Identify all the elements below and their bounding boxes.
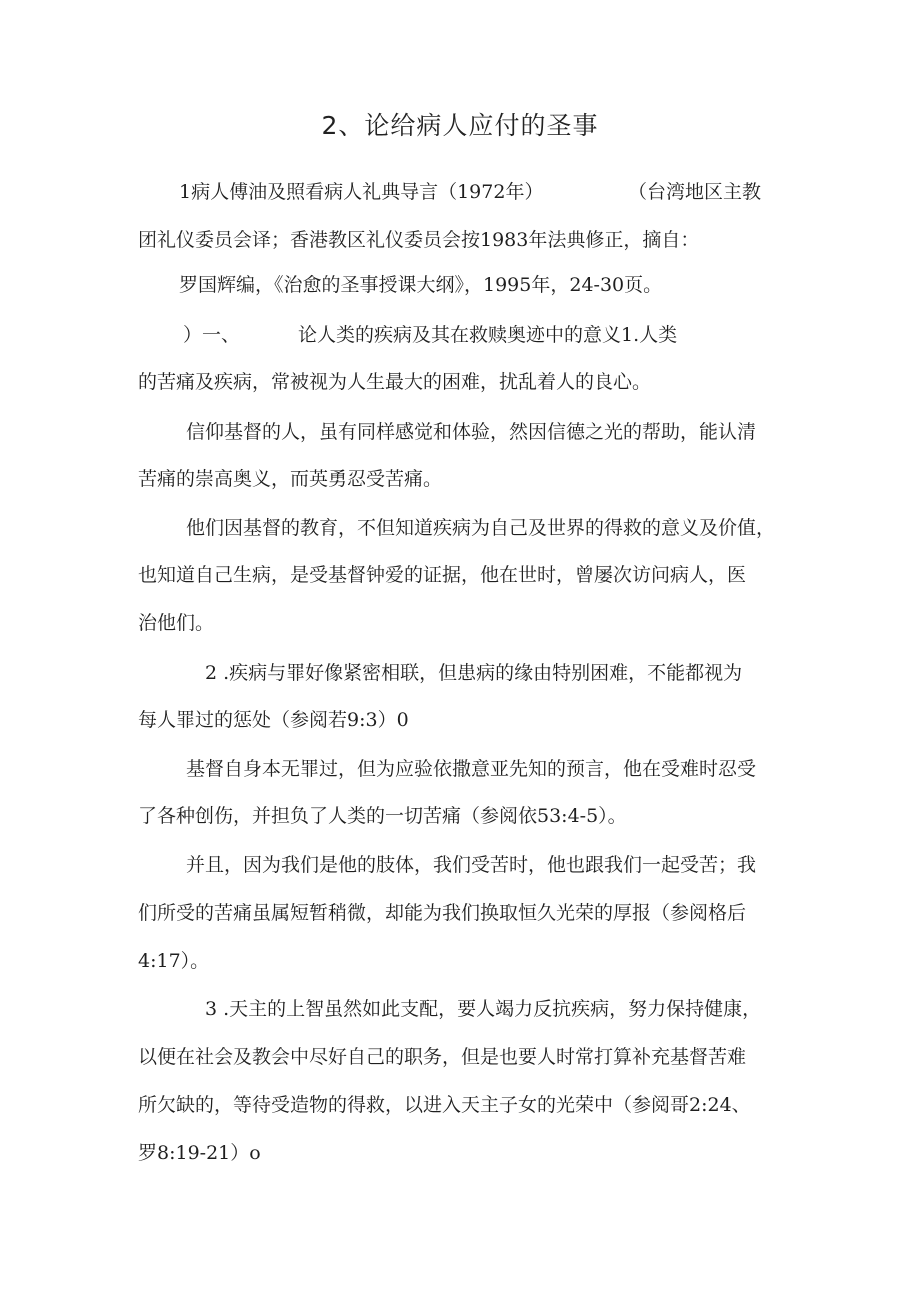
- paragraph-line: 每人罪过的惩处（参阅若9:3）0: [138, 709, 409, 731]
- paragraph-line: 罗8:19-21）o: [138, 1142, 261, 1164]
- paragraph-line: 论人类的疾病及其在救赎奥迹中的意义1.人类: [298, 324, 678, 346]
- paragraph-line: 信仰基督的人，虽有同样感觉和体验，然因信德之光的帮助，能认清: [186, 421, 757, 443]
- paragraph-line: 了各种创伤，并担负了人类的一切苦痛（参阅依53:4-5）。: [138, 805, 627, 827]
- paragraph-line: 也知道自己生病，是受基督钟爱的证据，他在世时，曾屡次访问病人，医: [138, 564, 747, 586]
- paragraph-line: 们所受的苦痛虽属短暂稍微，却能为我们换取恒久光荣的厚报（参阅格后: [138, 902, 747, 924]
- paragraph-line: 以便在社会及教会中尽好自己的职务，但是也要人时常打算补充基督苦难: [138, 1046, 747, 1068]
- paragraph-line: 基督自身本无罪过，但为应验依撒意亚先知的预言，他在受难时忍受: [186, 758, 757, 780]
- paragraph-line: 1病人傅油及照看病人礼典导言（1972年）: [179, 181, 544, 203]
- document-title: 2、论给病人应付的圣事: [321, 111, 599, 140]
- paragraph-line: 3 .天主的上智虽然如此支配，要人竭力反抗疾病，努力保持健康，: [205, 998, 762, 1020]
- paragraph-line: 4:17）。: [138, 950, 210, 972]
- paragraph-line: 苦痛的崇高奥义，而英勇忍受苦痛。: [138, 468, 443, 490]
- paragraph-line: 他们因基督的教育，不但知道疾病为自己及世界的得救的意义及价值，: [186, 517, 776, 539]
- paragraph-line: 治他们。: [138, 612, 215, 634]
- paragraph-line: 所欠缺的，等待受造物的得救，以进入天主子女的光荣中（参阅哥2:24、: [138, 1094, 751, 1116]
- paragraph-line: 并且，因为我们是他的肢体，我们受苦时，他也跟我们一起受苦；我: [186, 854, 757, 876]
- paragraph-line: ）一、: [183, 324, 241, 346]
- paragraph-line: 团礼仪委员会译；香港教区礼仪委员会按1983年法典修正，摘自：: [138, 229, 700, 251]
- paragraph-line: 的苦痛及疾病，常被视为人生最大的困难，扰乱着人的良心。: [138, 371, 652, 393]
- paragraph-line: （台湾地区主教: [628, 181, 762, 203]
- paragraph-line: 2 .疾病与罪好像紧密相联，但患病的缘由特别困难，不能都视为: [205, 662, 743, 684]
- paragraph-line: 罗国辉编，《治愈的圣事授课大纲》，1995年，24-30页。: [179, 274, 663, 296]
